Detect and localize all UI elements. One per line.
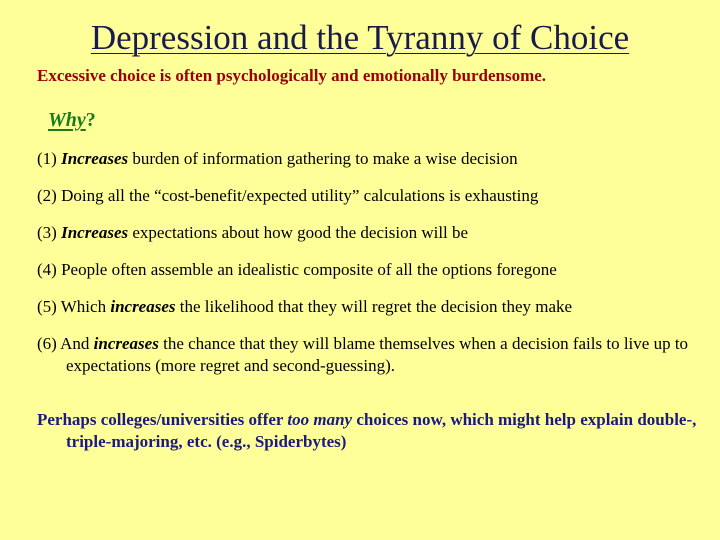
reason-item: (5) Which increases the likelihood that they will regret the decision they make bbox=[37, 297, 573, 316]
reason-item: (1) Increases burden of information gathering to make a wise decision bbox=[37, 149, 518, 168]
reason-item: (2) Doing all the “cost-benefit/expected utility” calculations is exhausting bbox=[37, 186, 539, 205]
slide-title: Depression and the Tyranny of Choice bbox=[90, 18, 630, 57]
why-heading bbox=[48, 109, 96, 132]
reason-item: (4) People often assemble an idealistic composite of all the options foregone bbox=[37, 260, 557, 279]
reason-item: (3) Increases expectations about how good the decision will be bbox=[37, 223, 469, 242]
conclusion-text: Perhaps colleges/universities offer too many choices now, which might help explain double-, triple-majoring, etc. (e.g., Spiderbytes) bbox=[37, 410, 697, 451]
why-label: Why bbox=[48, 109, 86, 131]
slide-subtitle: Excessive choice is often psychologically and emotionally burdensome. bbox=[37, 66, 547, 85]
reason-item: (6) And increases the chance that they will blame themselves when a decision fails to live up to expectations (more regret and second-guessing). bbox=[37, 334, 689, 375]
reasons-list bbox=[37, 148, 707, 377]
why-question-mark: ? bbox=[85, 109, 96, 131]
